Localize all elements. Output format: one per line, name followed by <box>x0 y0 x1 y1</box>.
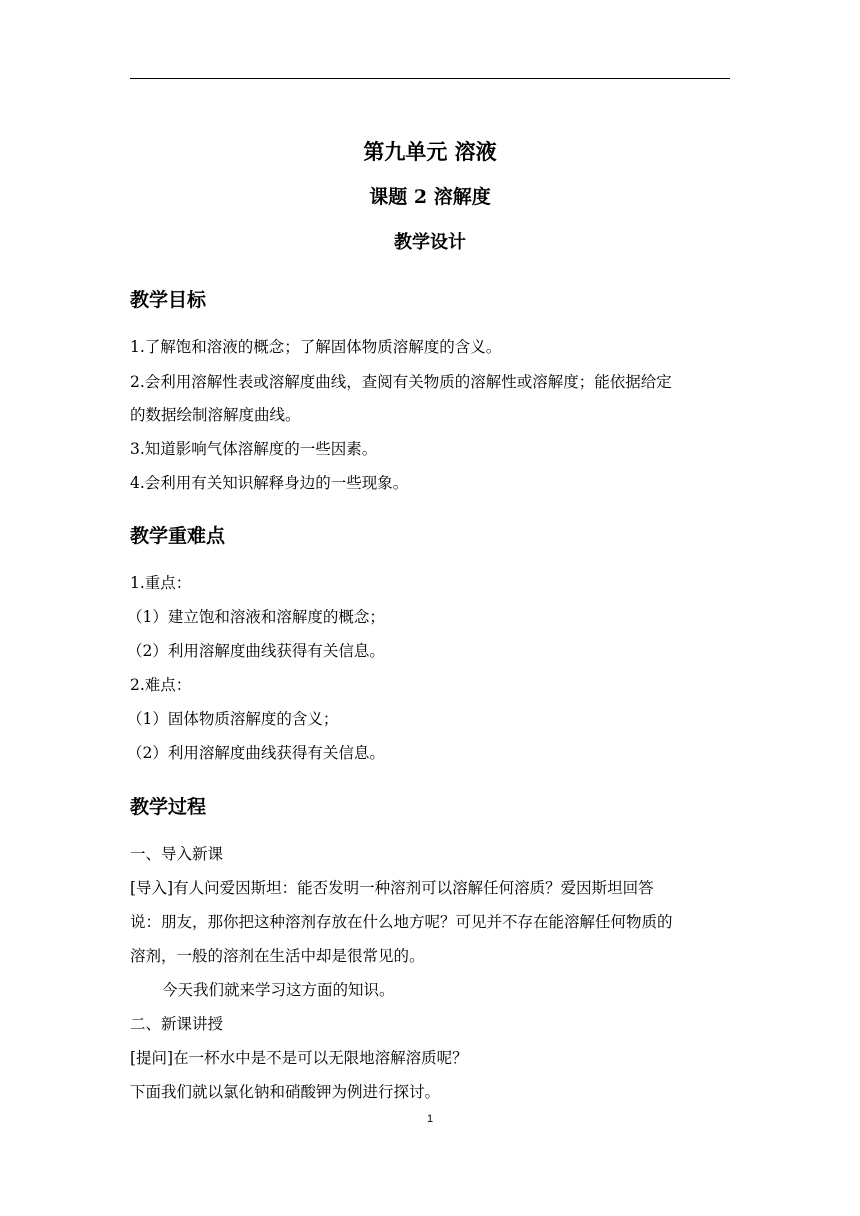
process-line: 下面我们就以氯化钠和硝酸钾为例进行探讨。 <box>130 1083 441 1101</box>
page-number: 1 <box>426 1113 434 1125</box>
objective-item-continued: 的数据绘制溶解度曲线。 <box>130 406 301 424</box>
process-line: [提问]在一杯水中是不是可以无限地溶解溶质呢？ <box>130 1049 468 1067</box>
key-point-line: （1）固体物质溶解度的含义； <box>127 710 339 728</box>
header-rule <box>130 78 730 79</box>
process-line: 二、新课讲授 <box>130 1015 224 1033</box>
section-heading-key-points: 教学重难点 <box>130 525 226 547</box>
key-point-line: （2）利用溶解度曲线获得有关信息。 <box>127 642 385 660</box>
process-line: 溶剂，一般的溶剂在生活中却是很常见的。 <box>130 947 425 965</box>
process-line-indented: 今天我们就来学习这方面的知识。 <box>162 981 395 999</box>
objective-item: 2.会利用溶解性表或溶解度曲线，查阅有关物质的溶解性或溶解度；能依据给定 <box>130 373 672 391</box>
key-point-line: 1.重点： <box>130 574 192 592</box>
document-type: 教学设计 <box>394 232 466 253</box>
objective-item: 1.了解饱和溶液的概念；了解固体物质溶解度的含义。 <box>130 338 502 356</box>
objective-item: 3.知道影响气体溶解度的一些因素。 <box>130 440 378 458</box>
document-title: 第九单元 溶液 <box>363 139 497 164</box>
key-point-line: 2.难点： <box>130 676 192 694</box>
section-heading-objectives: 教学目标 <box>130 289 207 311</box>
section-heading-process: 教学过程 <box>130 796 207 818</box>
key-point-line: （2）利用溶解度曲线获得有关信息。 <box>127 744 385 762</box>
process-line: 说：朋友，那你把这种溶剂存放在什么地方呢？可见并不存在能溶解任何物质的 <box>130 913 673 931</box>
process-line: [导入]有人问爱因斯坦：能否发明一种溶剂可以溶解任何溶质？爱因斯坦回答 <box>130 879 654 897</box>
process-line: 一、导入新课 <box>130 845 224 863</box>
key-point-line: （1）建立饱和溶液和溶解度的概念； <box>127 608 385 626</box>
document-subtitle: 课题 2 溶解度 <box>369 186 491 208</box>
objective-item: 4.会利用有关知识解释身边的一些现象。 <box>130 474 409 492</box>
